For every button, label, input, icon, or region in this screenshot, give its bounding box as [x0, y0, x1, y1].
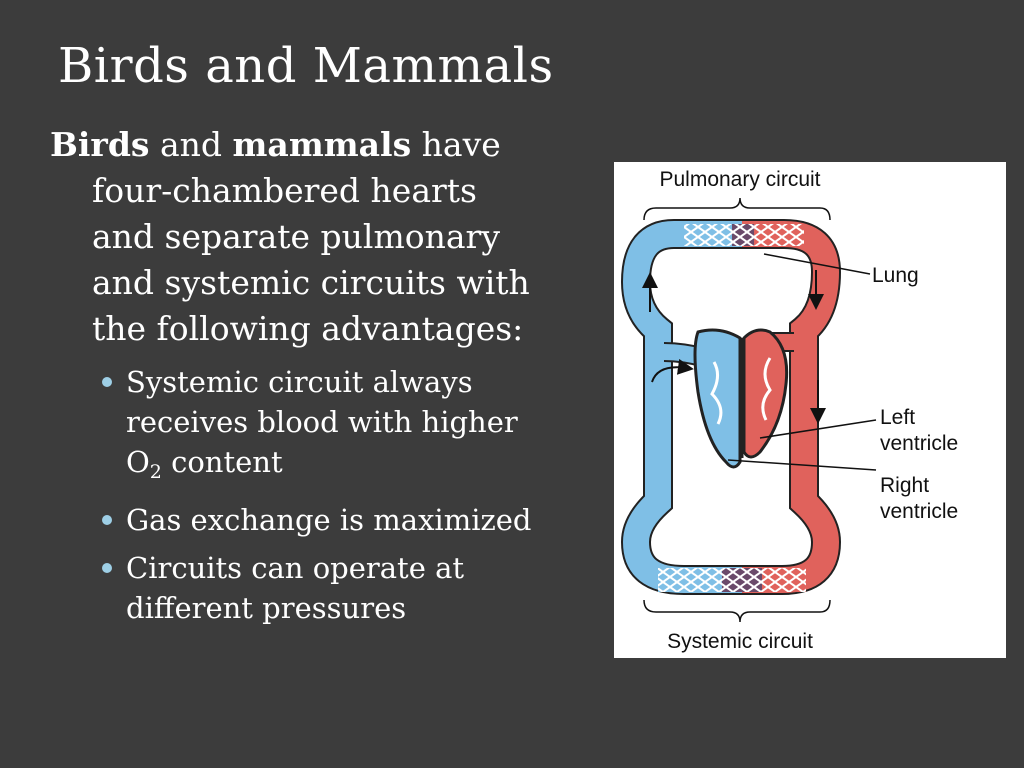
bottom-brace [644, 600, 830, 622]
slide-title: Birds and Mammals [58, 38, 554, 94]
bullet-dot [102, 515, 112, 525]
lung-label: Lung [872, 264, 919, 287]
circulation-diagram-svg [614, 162, 1006, 658]
list-item [126, 500, 540, 540]
bullet-text: Systemic circuit always receives blood with higher O [126, 365, 518, 479]
intro-bold-mammals: mammals [232, 125, 412, 164]
lung-capillaries-blue [684, 224, 732, 246]
bullet-text: Circuits can operate at different pressures [126, 551, 465, 625]
intro-text-rest: have four-chambered hearts and separate pulmonary and systemic circuits with the following advantages: [92, 125, 530, 348]
lung-capillaries-mixed [732, 224, 754, 246]
systemic-capillaries-red [762, 568, 806, 592]
left-ventricle-label-1: Left [880, 406, 916, 429]
right-ventricle-label-2: ventricle [880, 500, 959, 523]
list-item [126, 362, 540, 492]
left-heart [744, 330, 787, 457]
intro-text-and: and [149, 125, 233, 164]
subscript: 2 [149, 461, 162, 483]
intro-paragraph [50, 122, 540, 352]
advantages-list [126, 362, 540, 628]
slide-body [50, 122, 540, 636]
left-ventricle-label-2: ventricle [880, 432, 959, 455]
top-brace [644, 198, 830, 220]
bullet-text: Gas exchange is maximized [126, 503, 532, 537]
bullet-dot [102, 563, 112, 573]
pulmonary-circuit-label: Pulmonary circuit [659, 168, 821, 191]
circulation-diagram [614, 162, 1006, 658]
bullet-dot [102, 377, 112, 387]
bullet-text-end: content [161, 445, 283, 479]
systemic-capillaries-blue [658, 568, 722, 592]
lung-capillaries-red [754, 224, 804, 246]
systemic-capillaries-mixed [722, 568, 762, 592]
list-item [126, 548, 540, 628]
right-ventricle-label-1: Right [880, 474, 930, 497]
systemic-circuit-label: Systemic circuit [667, 630, 813, 653]
intro-bold-birds: Birds [50, 125, 150, 164]
